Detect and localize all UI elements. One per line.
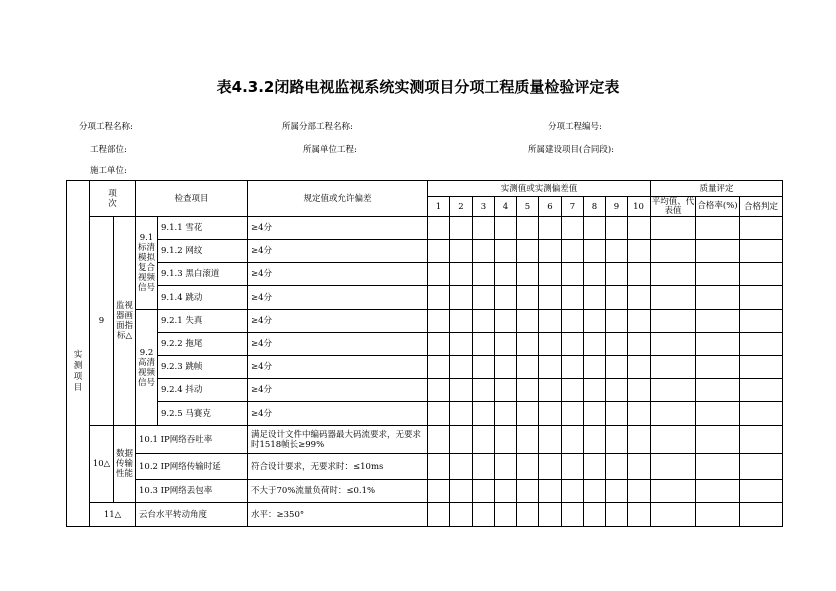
spec-value: 满足设计文件中编码器最大码流要求，无要求时1518帧长≥99% <box>251 429 422 450</box>
row11-spec: 水平：≥350° <box>251 509 305 520</box>
spec-value: ≥4分 <box>251 362 273 372</box>
check-item-name: 9.1.1 雪花 <box>161 223 203 233</box>
spec-value: ≥4分 <box>251 385 273 395</box>
check-item-name: 10.2 IP网络传输时延 <box>139 461 221 472</box>
check-item-name: 10.3 IP网络丢包率 <box>139 486 213 496</box>
unit-project-label: 所属单位工程: <box>303 145 357 155</box>
spec-value: 符合设计要求，无要求时：≤10ms <box>251 461 384 472</box>
check-item-name: 9.2.5 马赛克 <box>161 408 211 419</box>
group10-name: 数据传输性能 <box>115 449 133 479</box>
measured-col-number: 3 <box>480 201 487 212</box>
row11-name: 云台水平转动角度 <box>139 509 208 520</box>
measured-col-number: 10 <box>633 201 644 212</box>
avg-header: 平均值、代表值 <box>651 197 695 216</box>
check-item-name: 9.1.2 网纹 <box>161 246 203 256</box>
quality-header: 质量评定 <box>699 183 734 194</box>
page-title: 表4.3.2闭路电视监视系统实测项目分项工程质量检验评定表 <box>216 78 620 96</box>
spec-value: 不大于70%流量负荷时：≤0.1% <box>251 486 376 496</box>
spec-value: ≥4分 <box>251 292 273 303</box>
measured-col-number: 2 <box>458 201 464 212</box>
check-item-name: 9.2.4 抖动 <box>161 385 203 395</box>
check-item-name: 9.2.2 拖尾 <box>161 339 203 349</box>
measured-col-number: 6 <box>547 201 553 212</box>
spec-value: ≥4分 <box>251 246 273 256</box>
check-item-header: 检查项目 <box>174 193 209 204</box>
construction-project-label: 所属建设项目(合同段): <box>528 145 614 155</box>
check-item-name: 10.1 IP网络吞吐率 <box>139 434 213 445</box>
spec-value: ≥4分 <box>251 316 273 326</box>
construction-unit-label: 施工单位: <box>90 166 127 176</box>
measured-col-number: 4 <box>502 201 509 212</box>
check-item-name: 9.1.4 跳动 <box>161 292 203 303</box>
spec-value: ≥4分 <box>251 269 273 279</box>
item-no-header: 项次 <box>108 188 117 209</box>
check-item-name: 9.1.3 黑白滚道 <box>161 269 220 279</box>
measured-col-number: 9 <box>613 201 620 212</box>
division-project-name-label: 所属分部工程名称: <box>282 122 353 132</box>
pass-rate-header: 合格率(%) <box>697 201 738 211</box>
check-item-name: 9.2.1 失真 <box>161 316 203 326</box>
sub92-name: 9.2高清视频信号 <box>137 347 155 388</box>
row11-no: 11△ <box>103 509 122 520</box>
group9-no: 9 <box>98 316 105 326</box>
sub91-name: 9.1标清模拟复合视频信号 <box>137 233 155 293</box>
group9-name: 监视器画面指标△ <box>115 301 133 341</box>
measured-header: 实测值或实测偏差值 <box>500 183 578 194</box>
check-item-name: 9.2.3 跳帧 <box>161 362 203 372</box>
group10-no: 10△ <box>92 459 111 469</box>
measured-col-number: 5 <box>524 201 531 212</box>
spec-value: ≥4分 <box>251 223 273 233</box>
measured-col-number: 1 <box>435 201 442 212</box>
side-label: 实测项目 <box>73 349 83 393</box>
sub-project-code-label: 分项工程编号: <box>548 122 602 132</box>
spec-value: ≥4分 <box>251 339 273 349</box>
judge-header: 合格判定 <box>743 201 778 212</box>
spec-value: ≥4分 <box>251 408 273 419</box>
project-location-label: 工程部位: <box>90 145 127 155</box>
sub-project-name-label: 分项工程名称: <box>79 122 133 132</box>
spec-header: 规定值或允许偏差 <box>303 193 372 204</box>
measured-col-number: 7 <box>569 201 576 212</box>
measured-col-number: 8 <box>591 201 598 212</box>
